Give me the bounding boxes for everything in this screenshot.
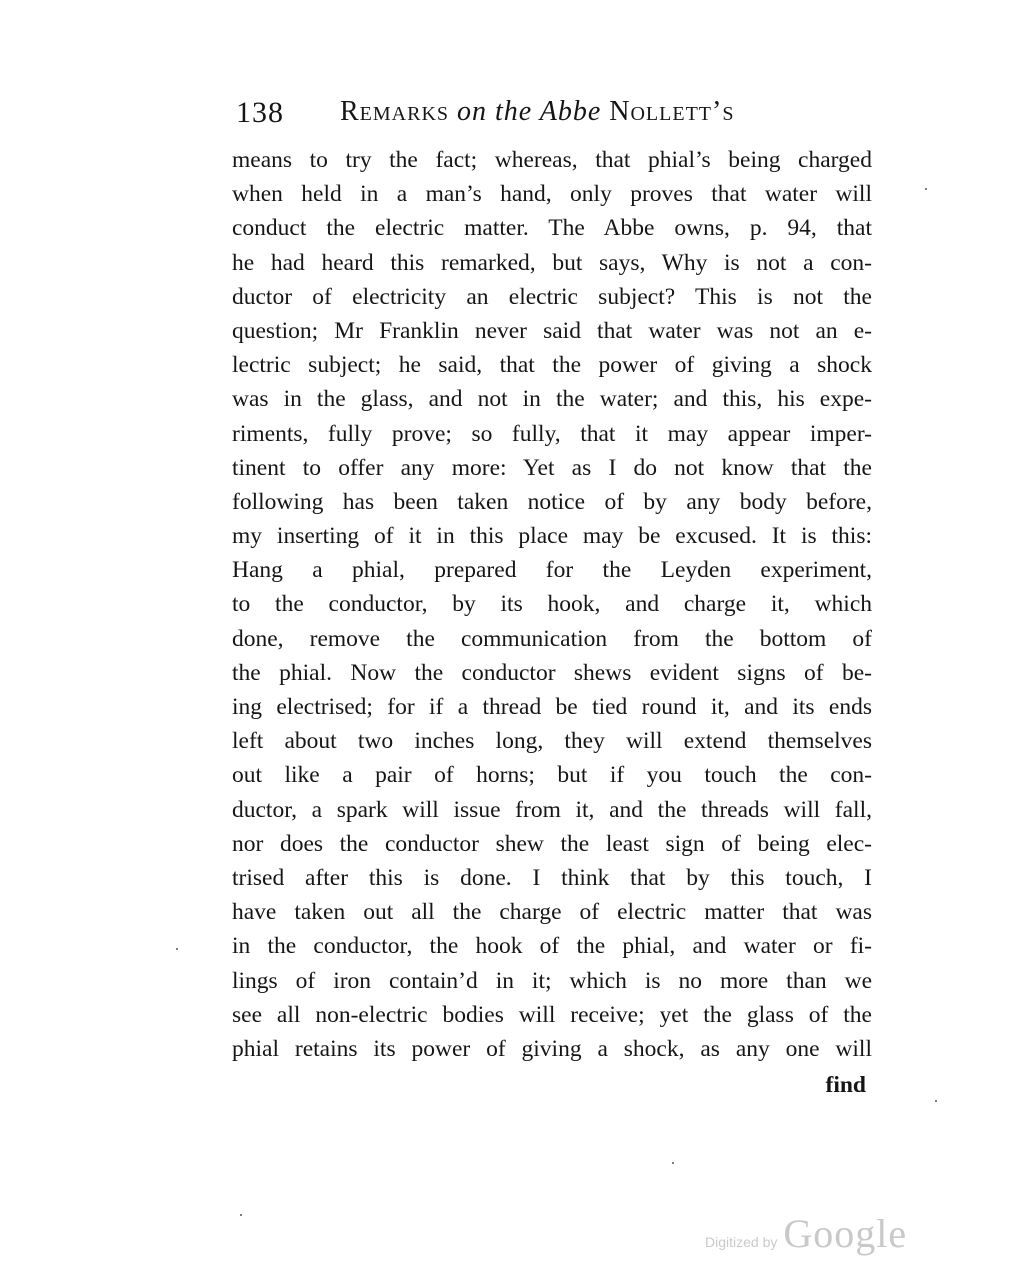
watermark-prefix: Digitized by	[705, 1234, 778, 1250]
running-head-prefix: Remarks	[340, 96, 450, 127]
paper-speck	[240, 1214, 242, 1216]
text-line: nor does the conductor shew the least sign of being elec-	[232, 830, 872, 857]
running-head-suffix: Nollett’s	[609, 96, 735, 127]
text-line: riments, fully prove; so fully, that it may appear imper-	[232, 420, 872, 447]
text-line: Hang a phial, prepared for the Leyden experiment,	[232, 557, 872, 584]
text-line: out like a pair of horns; but if you touch the con-	[232, 762, 872, 789]
text-line: following has been taken notice of by any body before,	[232, 488, 872, 515]
page-header	[236, 96, 876, 140]
text-line: he had heard this remarked, but says, Why is not a con-	[232, 249, 872, 276]
text-line: means to try the fact; whereas, that phial’s being charged	[232, 147, 872, 173]
text-line: to the conductor, by its hook, and charge it, which	[232, 591, 872, 618]
text-line: the phial. Now the conductor shews evident signs of be-	[232, 659, 872, 686]
text-line: trised after this is done. I think that by this touch, I	[232, 864, 872, 891]
digitized-watermark	[705, 1210, 907, 1257]
text-line: ductor of electricity an electric subject? This is not the	[232, 283, 872, 310]
running-head-italic: on the Abbe	[457, 96, 602, 127]
text-line: lectric subject; he said, that the power of giving a shock	[232, 352, 872, 379]
page-number: 138	[236, 96, 284, 129]
running-head	[340, 96, 734, 128]
text-line: my inserting of it in this place may be excused. It is this:	[232, 523, 872, 550]
paper-speck	[672, 1162, 674, 1164]
paper-speck	[935, 1100, 937, 1102]
text-line: left about two inches long, they will extend themselves	[232, 728, 872, 755]
text-line: phial retains its power of giving a shock, as any one will	[232, 1035, 872, 1062]
body-text	[232, 143, 872, 1066]
text-line: was in the glass, and not in the water; and this, his expe-	[232, 386, 872, 413]
google-logo: Google	[783, 1211, 908, 1256]
text-line: done, remove the communication from the bottom of	[232, 625, 872, 652]
text-line: lings of iron contain’d in it; which is no more than we	[232, 967, 872, 994]
text-line: in the conductor, the hook of the phial, and water or fi-	[232, 933, 872, 960]
text-line: have taken out all the charge of electric matter that was	[232, 899, 872, 926]
text-line: when held in a man’s hand, only proves that water will	[232, 181, 872, 208]
text-line: tinent to offer any more: Yet as I do not know that the	[232, 454, 872, 481]
text-line: ing electrised; for if a thread be tied round it, and its ends	[232, 694, 872, 720]
text-line: question; Mr Franklin never said that water was not an e-	[232, 317, 872, 344]
paper-speck	[925, 188, 927, 190]
paper-speck	[176, 948, 178, 950]
text-line: see all non-electric bodies will receive; yet the glass of the	[232, 1001, 872, 1028]
catchword: find	[825, 1072, 866, 1098]
text-line: ductor, a spark will issue from it, and the threads will fall,	[232, 796, 872, 823]
text-line: conduct the electric matter. The Abbe owns, p. 94, that	[232, 215, 872, 242]
